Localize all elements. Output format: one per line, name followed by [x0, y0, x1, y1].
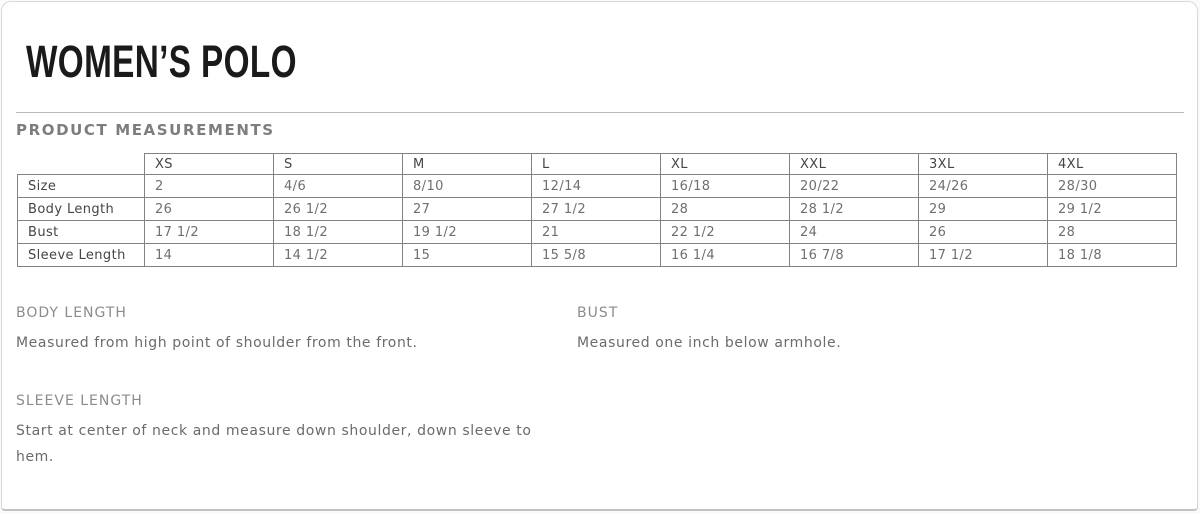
table-cell: 28: [661, 198, 790, 221]
column-header-xs: XS: [145, 154, 274, 175]
column-header-3xl: 3XL: [919, 154, 1048, 175]
table-cell: 15 5/8: [532, 244, 661, 267]
row-label-sleeve-length: Sleeve Length: [18, 244, 145, 267]
table-cell: 29: [919, 198, 1048, 221]
column-header-l: L: [532, 154, 661, 175]
table-cell: 19 1/2: [403, 221, 532, 244]
column-header-xl: XL: [661, 154, 790, 175]
column-header-xxl: XXL: [790, 154, 919, 175]
table-cell: 22 1/2: [661, 221, 790, 244]
table-cell: 26 1/2: [274, 198, 403, 221]
table-row-size: [18, 175, 1177, 198]
table-cell: 2: [145, 175, 274, 198]
table-cell: 15: [403, 244, 532, 267]
row-label-size: Size: [18, 175, 145, 198]
definitions-row-2: [16, 393, 1197, 470]
table-cell: 14 1/2: [274, 244, 403, 267]
table-cell: 24/26: [919, 175, 1048, 198]
table-cell: 8/10: [403, 175, 532, 198]
table-header-row: [18, 154, 1177, 175]
table-cell: 29 1/2: [1048, 198, 1177, 221]
definition-heading-bust: BUST: [577, 305, 619, 321]
table-cell: 24: [790, 221, 919, 244]
definition-bust: [577, 305, 1197, 356]
table-cell: 27 1/2: [532, 198, 661, 221]
table-cell: 28 1/2: [790, 198, 919, 221]
table-cell: 18 1/2: [274, 221, 403, 244]
table-cell: 28: [1048, 221, 1177, 244]
page-title-text: WOMEN’S POLO: [26, 36, 297, 87]
table-cell: 16 1/4: [661, 244, 790, 267]
definitions-empty-cell: [577, 393, 1197, 470]
table-row-bust: [18, 221, 1177, 244]
table-row-body-length: [18, 198, 1177, 221]
table-cell: 16 7/8: [790, 244, 919, 267]
table-cell: 26: [145, 198, 274, 221]
table-cell: 26: [919, 221, 1048, 244]
table-cell: 20/22: [790, 175, 919, 198]
definition-text-bust: Measured one inch below armhole.: [577, 335, 842, 351]
definition-heading-body-length: BODY LENGTH: [16, 305, 127, 321]
table-cell: 27: [403, 198, 532, 221]
row-label-bust: Bust: [18, 221, 145, 244]
table-corner-cell: [18, 154, 145, 175]
column-header-m: M: [403, 154, 532, 175]
table-cell: 12/14: [532, 175, 661, 198]
column-header-4xl: 4XL: [1048, 154, 1177, 175]
table-cell: 17 1/2: [145, 221, 274, 244]
section-heading-product-measurements: PRODUCT MEASUREMENTS: [16, 121, 275, 139]
definitions-row-1: [16, 305, 1197, 356]
row-label-body-length: Body Length: [18, 198, 145, 221]
table-row-sleeve-length: [18, 244, 1177, 267]
table-cell: 17 1/2: [919, 244, 1048, 267]
definition-sleeve-length: [16, 393, 577, 470]
table-cell: 28/30: [1048, 175, 1177, 198]
table-cell: 14: [145, 244, 274, 267]
definition-body-length: [16, 305, 577, 356]
size-chart-card: [1, 1, 1198, 511]
page-title: [26, 36, 1197, 87]
measurements-table: [17, 153, 1177, 267]
table-cell: 16/18: [661, 175, 790, 198]
table-cell: 18 1/8: [1048, 244, 1177, 267]
definition-heading-sleeve-length: SLEEVE LENGTH: [16, 393, 143, 409]
column-header-s: S: [274, 154, 403, 175]
table-cell: 4/6: [274, 175, 403, 198]
horizontal-divider: [16, 112, 1184, 113]
measurement-definitions: [16, 305, 1197, 470]
definition-text-body-length: Measured from high point of shoulder from the front.: [16, 335, 418, 351]
table-cell: 21: [532, 221, 661, 244]
definition-text-sleeve-length: Start at center of neck and measure down shoulder, down sleeve to hem.: [16, 423, 532, 465]
